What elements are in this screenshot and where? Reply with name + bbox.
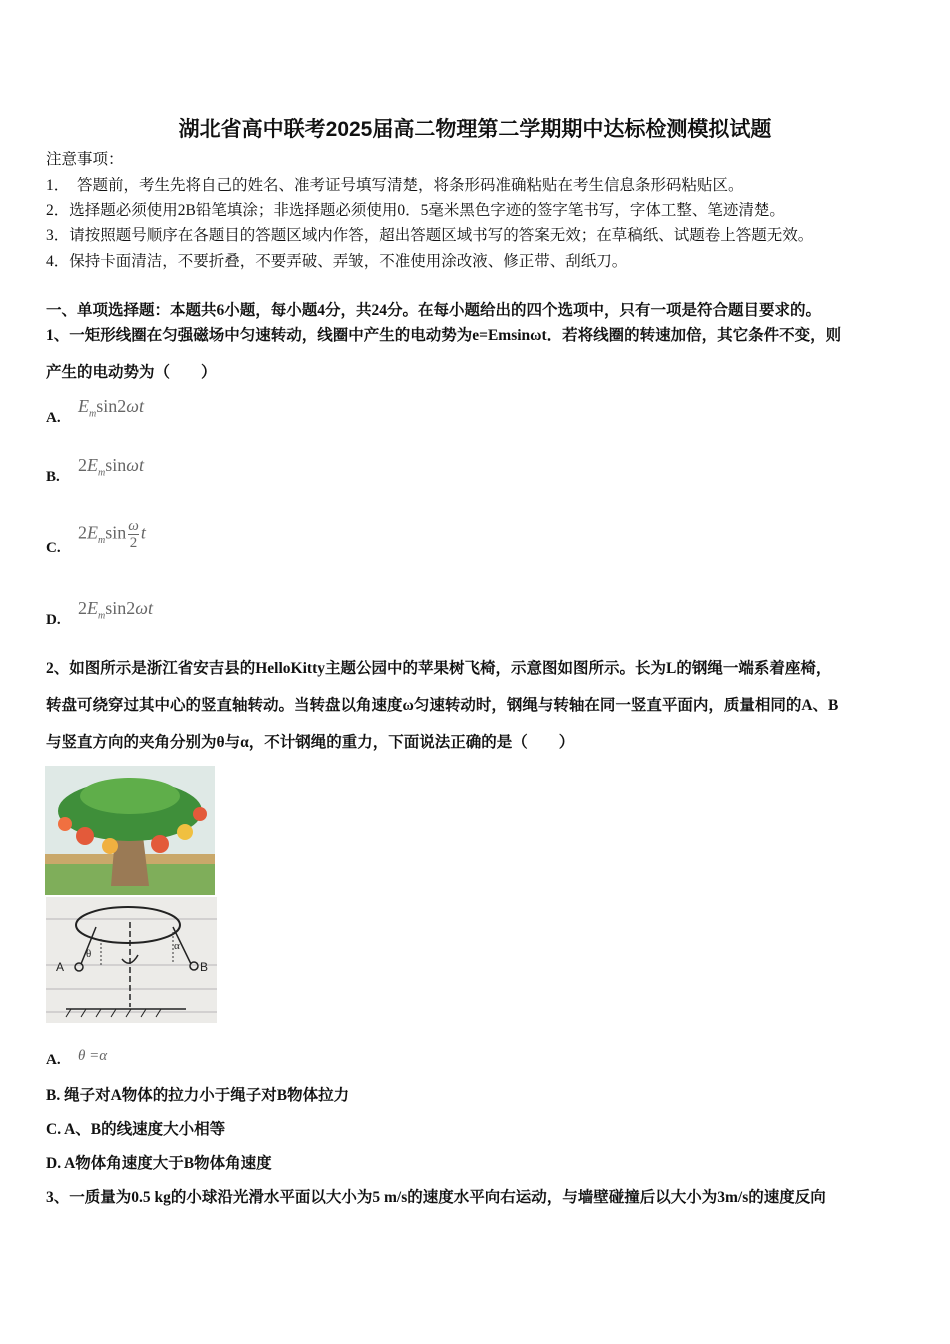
question-2-text: 与竖直方向的夹角分别为θ与α，不计钢绳的重力，下面说法正确的是（ ）	[46, 734, 575, 751]
q2-option-d-label: D.	[46, 1155, 62, 1172]
notice-item: 2．选择题必须使用2B铅笔填涂；非选择题必须使用0．5毫米黑色字迹的签字笔书写，字体工整、笔迹清楚。	[46, 202, 785, 219]
q2-option-b	[46, 1086, 349, 1106]
q1-option-b-formula: $2E_m\sin\omega t$	[78, 455, 144, 479]
diagram-label-a: A	[56, 960, 65, 974]
q1-option-a-formula: $E_m\sin 2\omega t$	[78, 396, 144, 420]
notice-item: 3．请按照题号顺序在各题目的答题区域内作答，超出答题区域书写的答案无效；在草稿纸、试题卷上答题无效。	[46, 227, 814, 244]
question-1-text: 1、一矩形线圈在匀强磁场中匀速转动，线圈中产生的电动势为e=Emsinωt．若将线圈的转速加倍，其它条件不变，则	[46, 327, 842, 344]
q1-option-d-label: D.	[46, 612, 61, 628]
question-2-text: 转盘可绕穿过其中心的竖直轴转动。当转盘以角速度ω匀速转动时，钢绳与转轴在同一竖直平面内，质量相同的A、B	[46, 697, 839, 714]
q1-option-c-formula: $2E_m\sin$ $\frac{\omega}{2}$ t	[78, 518, 146, 551]
apple-tree-ride-photo	[45, 766, 215, 895]
diagram-label-theta: θ	[86, 948, 92, 960]
question-2-text: 2、如图所示是浙江省安吉县的HelloKitty主题公园中的苹果树飞椅，示意图如图所示。长为L的钢绳一端系着座椅，	[46, 660, 832, 677]
q1-option-b-label: B.	[46, 469, 60, 485]
q2-option-c-text: A、B的线速度大小相等	[64, 1121, 226, 1138]
q2-option-a-formula: θ =α	[78, 1048, 108, 1064]
page-title: 湖北省高中联考2025届高二物理第二学期期中达标检测模拟试题	[178, 118, 772, 141]
diagram-label-b: B	[200, 960, 209, 974]
notice-heading: 注意事项：	[46, 151, 124, 168]
q2-option-d-text: A物体角速度大于B物体角速度	[64, 1155, 272, 1172]
notice-item: 4．保持卡面清洁，不要折叠，不要弄破、弄皱，不准使用涂改液、修正带、刮纸刀。	[46, 253, 628, 270]
q1-option-c-label: C.	[46, 540, 61, 556]
q2-option-b-label: B.	[46, 1087, 61, 1104]
swing-diagram	[46, 897, 217, 1023]
question-3-text: 3、一质量为0.5 kg的小球沿光滑水平面以大小为5 m/s的速度水平向右运动，与墙壁碰撞后以大小为3m/s的速度反向	[46, 1189, 826, 1206]
notice-item: 1． 答题前，考生先将自己的姓名、准考证号填写清楚，将条形码准确粘贴在考生信息条形码粘贴区。	[46, 177, 744, 194]
q2-option-c-label: C.	[46, 1121, 62, 1138]
q1-option-d-formula: $2E_m\sin 2\omega t$	[78, 598, 153, 622]
q1-option-a-label: A.	[46, 410, 61, 426]
question-1-text: 产生的电动势为（ ）	[46, 364, 217, 381]
q2-option-b-text: 绳子对A物体的拉力小于绳子对B物体拉力	[64, 1087, 350, 1104]
q2-option-c	[46, 1120, 225, 1140]
q2-option-d	[46, 1154, 272, 1174]
section-heading: 一、单项选择题：本题共6小题，每小题4分，共24分。在每小题给出的四个选项中，只有一项是符合题目要求的。	[46, 302, 822, 319]
q2-option-a-label: A.	[46, 1052, 61, 1068]
diagram-label-alpha: α	[174, 940, 180, 952]
